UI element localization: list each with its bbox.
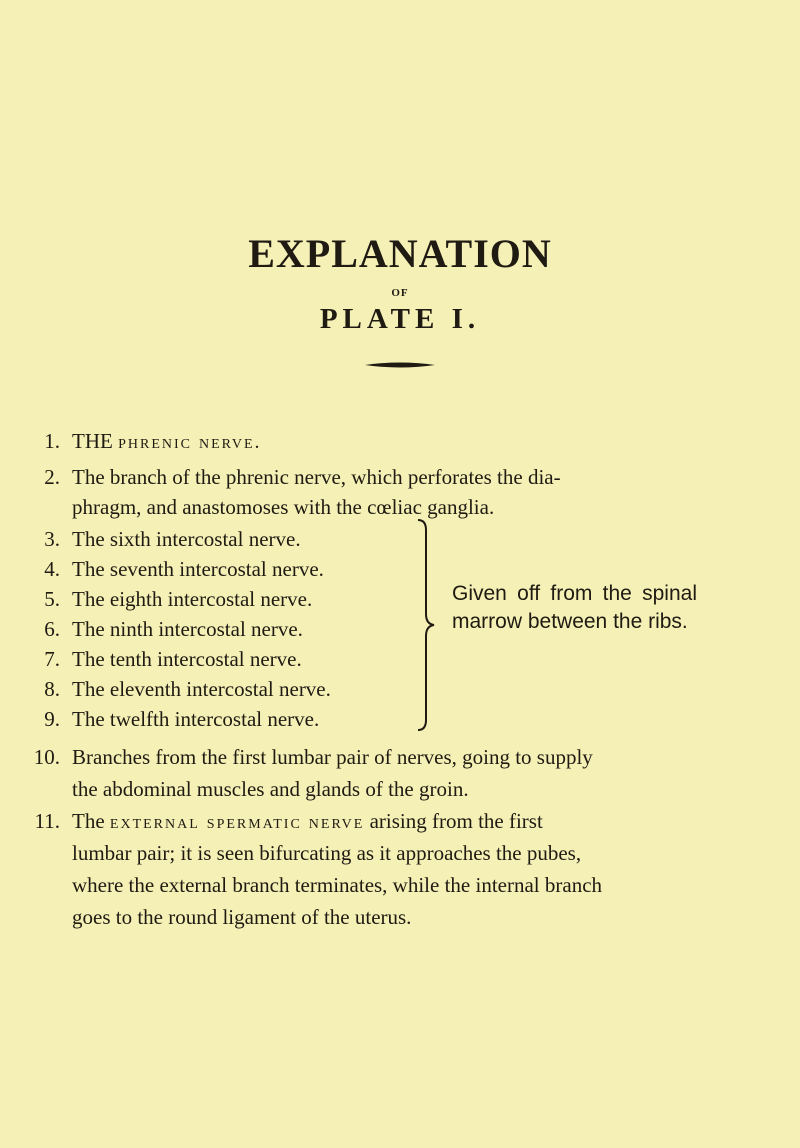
item-text: The tenth intercostal nerve.: [72, 647, 302, 671]
item-number: 5.: [44, 587, 60, 611]
item-text: The eleventh intercostal nerve.: [72, 677, 331, 701]
item-text: The sixth intercostal nerve.: [72, 527, 301, 551]
item-text-continued: where the external branch terminates, while the internal branch: [72, 873, 603, 897]
plate-heading: PLATE I.: [319, 303, 481, 335]
item-number: 8.: [44, 677, 60, 701]
item-number: 11.: [34, 809, 60, 833]
title-connector: OF: [391, 287, 409, 299]
brace-bracket: [396, 514, 436, 736]
item-text: Branches from the first lumbar pair of nerves, going to supply: [72, 745, 593, 769]
item-number: 1.: [44, 429, 60, 453]
brace-note-line-2: marrow between the ribs.: [452, 610, 688, 633]
brace-note-line-1: Given off from the spinal: [452, 582, 697, 605]
item-number: 9.: [44, 707, 60, 731]
item-text-continued: goes to the round ligament of the uterus.: [72, 905, 412, 929]
item-number: 4.: [44, 557, 60, 581]
item-text: The ninth intercostal nerve.: [72, 617, 303, 641]
item-text: The branch of the phrenic nerve, which perforates the dia-: [72, 465, 561, 489]
ornamental-rule: [365, 361, 435, 369]
page-title: EXPLANATION: [248, 231, 552, 276]
item-text: The seventh intercostal nerve.: [72, 557, 324, 581]
item-text: The external spermatic nerve arising from the first: [72, 809, 543, 833]
item-text: The twelfth intercostal nerve.: [72, 707, 320, 731]
item-number: 3.: [44, 527, 60, 551]
item-number: 7.: [44, 647, 60, 671]
item-text: THE phrenic nerve.: [72, 429, 262, 453]
item-number: 10.: [33, 745, 60, 769]
item-number: 2.: [44, 465, 60, 489]
item-text: The eighth intercostal nerve.: [72, 587, 313, 611]
item-number: 6.: [44, 617, 60, 641]
item-text-continued: lumbar pair; it is seen bifurcating as it approaches the pubes,: [72, 841, 582, 865]
item-text-continued: the abdominal muscles and glands of the groin.: [72, 777, 469, 801]
item-text-continued: phragm, and anastomoses with the cœliac ganglia.: [72, 495, 495, 519]
